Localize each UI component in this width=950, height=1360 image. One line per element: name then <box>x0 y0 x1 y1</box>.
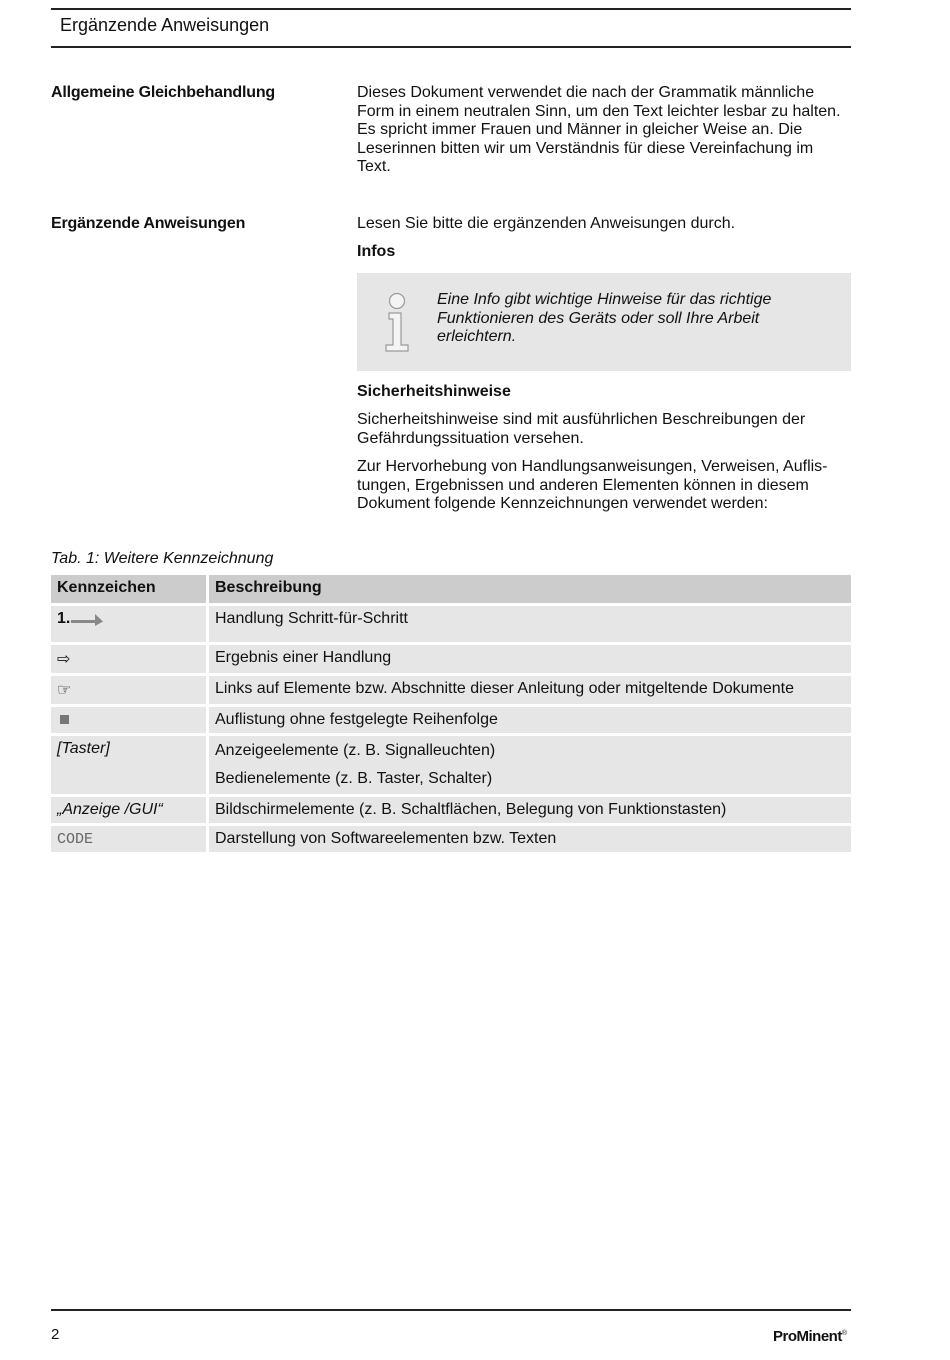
link-hand-icon: ☞ <box>57 682 72 699</box>
safety-heading: Sicherheitshinweise <box>357 383 511 400</box>
page-header-title: Ergänzende Anweisungen <box>60 15 270 35</box>
header-bottom-rule <box>51 46 851 48</box>
table-row <box>51 707 851 733</box>
header-description: Beschreibung <box>209 575 851 603</box>
marker-cell <box>51 797 209 823</box>
equality-text: Dieses Dokument verwendet die nach der Grammatik männliche Form in einem neutralen Sinn, um den Text leichter lesbar zu halten. Es spricht immer Frauen und Männer in gleicher Weise an. Die Leserinnen bitten wir um Verständnis für diese Vereinfachung im Text. <box>357 84 841 175</box>
brand-logo <box>773 1328 847 1345</box>
supplementary-intro: Lesen Sie bitte die ergänzenden Anweisungen durch. <box>357 215 736 232</box>
description-cell <box>209 736 851 794</box>
page-number: 2 <box>51 1326 60 1343</box>
description-cell: Ergebnis einer Handlung <box>209 645 851 673</box>
step-number: 1. <box>57 610 71 627</box>
table-row <box>51 606 851 642</box>
table-row <box>51 736 851 794</box>
brand-name: ProMinent <box>773 1328 842 1345</box>
infos-heading: Infos <box>357 243 396 260</box>
result-arrow-icon: ⇨ <box>57 651 71 668</box>
table-caption: Tab. 1: Weitere Kennzeichnung <box>51 550 274 567</box>
table-row <box>51 826 851 852</box>
square-bullet-icon <box>60 715 69 724</box>
marker-cell <box>51 606 209 642</box>
description-line: Bedienelemente (z. B. Taster, Schalter) <box>215 770 493 787</box>
description-line: Anzeigeelemente (z. B. Signalleuchten) <box>215 742 496 759</box>
brand-mark: ® <box>841 1330 847 1337</box>
description-cell: Darstellung von Softwareelementen bzw. Texten <box>209 826 851 852</box>
table-row <box>51 645 851 673</box>
gui-marker-example: „Anzeige /GUI“ <box>57 801 163 818</box>
step-arrow-icon <box>71 612 103 626</box>
header-top-rule <box>51 8 851 10</box>
info-box <box>357 273 851 371</box>
marker-cell <box>51 645 209 673</box>
table-row <box>51 676 851 704</box>
table-header-row <box>51 575 851 603</box>
description-cell: Handlung Schritt-für-Schritt <box>209 606 851 642</box>
table-row <box>51 797 851 823</box>
marker-cell <box>51 707 209 733</box>
description-cell: Auflistung ohne festgelegte Reihenfolge <box>209 707 851 733</box>
markings-table <box>51 572 851 855</box>
marker-cell <box>51 826 209 852</box>
equality-heading: Allgemeine Gleichbehandlung <box>51 84 275 101</box>
code-marker-example: CODE <box>57 831 94 848</box>
safety-text: Sicherheitshinweise sind mit ausführlichen Beschreibungen der Gefährdungssituation versehen. <box>357 411 806 447</box>
info-icon <box>379 291 415 353</box>
marker-cell <box>51 736 209 794</box>
footer-rule <box>51 1309 851 1311</box>
marking-text: Zur Hervorhebung von Handlungsanweisungen, Verweisen, Auflistungen, Ergebnissen und anderen Elementen können in diesem Dokument folgende Kennzeichnungen verwendet werden: <box>357 458 828 512</box>
button-marker-example: [Taster] <box>57 740 110 757</box>
header-marker: Kennzeichen <box>51 575 209 603</box>
info-text: Eine Info gibt wichtige Hinweise für das richtige Funktionieren des Geräts oder soll Ihre Arbeit erleichtern. <box>437 291 772 345</box>
supplementary-heading: Ergänzende Anweisungen <box>51 215 246 232</box>
marker-cell <box>51 676 209 704</box>
description-cell: Bildschirmelemente (z. B. Schaltflächen, Belegung von Funktionstasten) <box>209 797 851 823</box>
description-cell: Links auf Elemente bzw. Abschnitte dieser Anleitung oder mitgeltende Dokumente <box>209 676 851 704</box>
